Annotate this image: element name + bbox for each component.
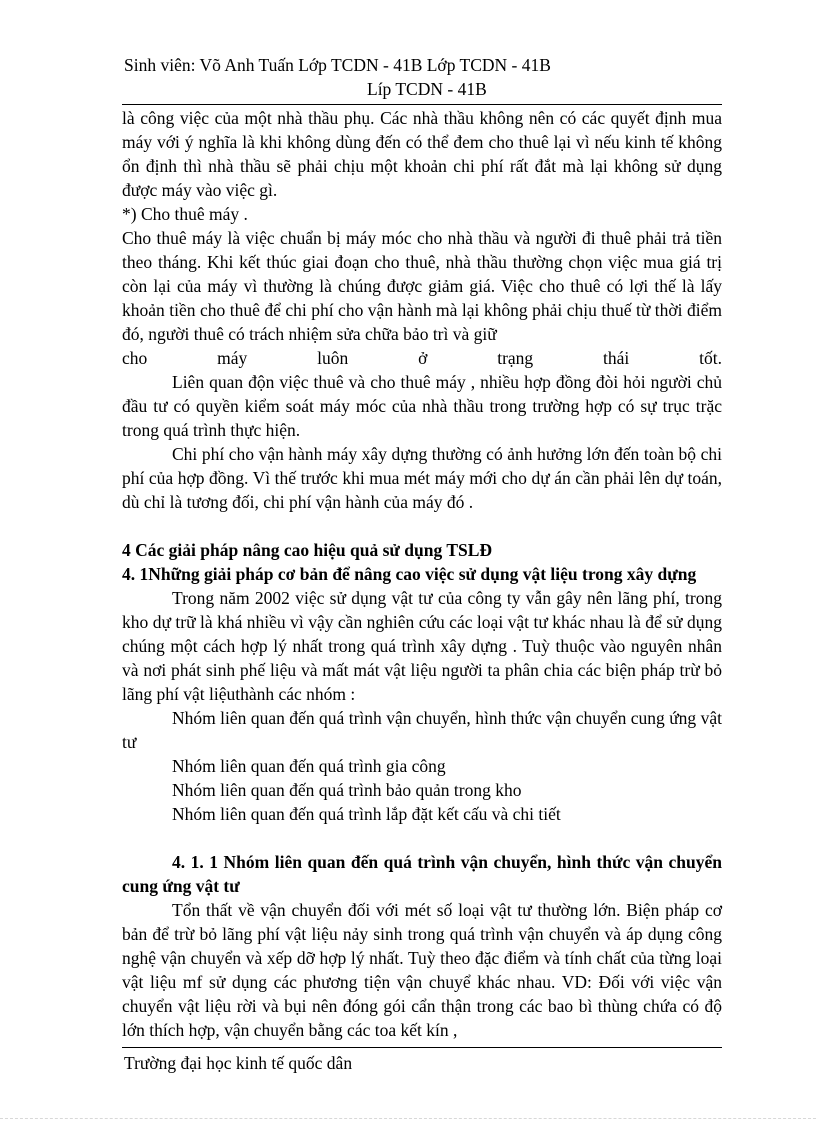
- list-item: Nhóm liên quan đến quá trình vận chuyển, hình thức vận chuyển cung ứng vật tư: [122, 708, 722, 752]
- document-body: [122, 106, 722, 1042]
- footer-rule: [122, 1047, 722, 1048]
- paragraph: Trong năm 2002 việc sử dụng vật tư của công ty vẫn gây nên lãng phí, trong kho dự trữ là khá nhiều vì vậy cần nghiên cứu các loại vật tư khác nhau là để sử dụng chúng một cách hợp lý nhất trong quá trình xây dựng . Tuỳ thuộc vào nguyên nhân và nơi phát sinh phế liệu và mất mát vật liệu người ta phân chia các biện pháp trừ bỏ lãng phí vật liệuthành các nhóm :: [122, 588, 722, 704]
- list-item: Nhóm liên quan đến quá trình bảo quản trong kho: [172, 780, 522, 800]
- paragraph: là công việc của một nhà thầu phụ. Các nhà thầu không nên có các quyết định mua máy với ý nghĩa là khi không dùng đến có thể đem cho thuê lại vì nếu kinh tế không ổn định thì nhà thầu sẽ phải chịu một khoản chi phí rất đắt mà lại không sử dụng được máy vào việc gì.: [122, 108, 722, 200]
- subsection-heading: 4. 1Những giải pháp cơ bản để nâng cao việc sử dụng vật liệu trong xây dựng: [122, 564, 697, 584]
- spacer: [122, 514, 722, 538]
- paragraph-subheading: *) Cho thuê máy .: [122, 204, 248, 224]
- page-footer: Trường đại học kinh tế quốc dân: [124, 1053, 353, 1073]
- paragraph-line: cho máy luôn ở trạng thái tốt.: [122, 348, 722, 368]
- header-rule: [122, 104, 722, 105]
- subsection-heading: 4. 1. 1 Nhóm liên quan đến quá trình vận chuyển, hình thức vận chuyển cung ứng vật tư: [122, 852, 722, 896]
- page-edge-divider: [0, 1118, 816, 1119]
- header-line-2: Líp TCDN - 41B: [367, 79, 487, 99]
- paragraph: Tổn thất về vận chuyển đối với mét số loại vật tư thường lớn. Biện pháp cơ bản để trừ bỏ lãng phí vật liệu nảy sinh trong quá trình vận chuyển và áp dụng công nghệ vận chuyển và xếp dỡ hợp lý nhất. Tuỳ theo đặc điểm và tính chất của từng loại vật liệu mf sử dụng các phương tiện vận chuyể khác nhau. VD: Đối với việc vận chuyển vật liệu rời và bụi nên đóng gói cẩn thận trong các bao bì thùng chứa có độ lớn thích hợp, vận chuyển bằng các toa kết kín ,: [122, 900, 722, 1040]
- list-item: Nhóm liên quan đến quá trình lắp đặt kết cấu và chi tiết: [172, 804, 561, 824]
- page-header: [124, 53, 724, 101]
- section-heading: 4 Các giải pháp nâng cao hiệu quả sử dụng TSLĐ: [122, 540, 493, 560]
- paragraph: Cho thuê máy là việc chuẩn bị máy móc cho nhà thầu và người đi thuê phải trả tiền theo tháng. Khi kết thúc giai đoạn cho thuê, nhà thầu thường chọn việc mua giá trị còn lại của máy vì thường là chúng được giảm giá. Việc cho thuê có lợi thế là lấy khoản tiền cho thuê để chi phí cho vận hành mà lại không phải chịu thuế từ thời điểm đó, người thuê có trách nhiệm sửa chữa bảo trì và giữ: [122, 228, 722, 344]
- spacer: [122, 826, 722, 850]
- list-item: Nhóm liên quan đến quá trình gia công: [172, 756, 446, 776]
- header-line-1: Sinh viên: Võ Anh Tuấn Lớp TCDN - 41B Lớp TCDN - 41B: [124, 55, 551, 75]
- paragraph: Chi phí cho vận hành máy xây dựng thường có ảnh hưởng lớn đến toàn bộ chi phí của hợp đồng. Vì thế trước khi mua mét máy mới cho dự án cần phải lên dự toán, dù chỉ là tương đối, chi phí vận hành của máy đó .: [122, 444, 722, 512]
- paragraph: Liên quan độn việc thuê và cho thuê máy , nhiều hợp đồng đòi hỏi người chủ đầu tư có quyền kiểm soát máy móc của nhà thầu trong trường hợp có sự trục trặc trong quá trình thực hiện.: [122, 372, 722, 440]
